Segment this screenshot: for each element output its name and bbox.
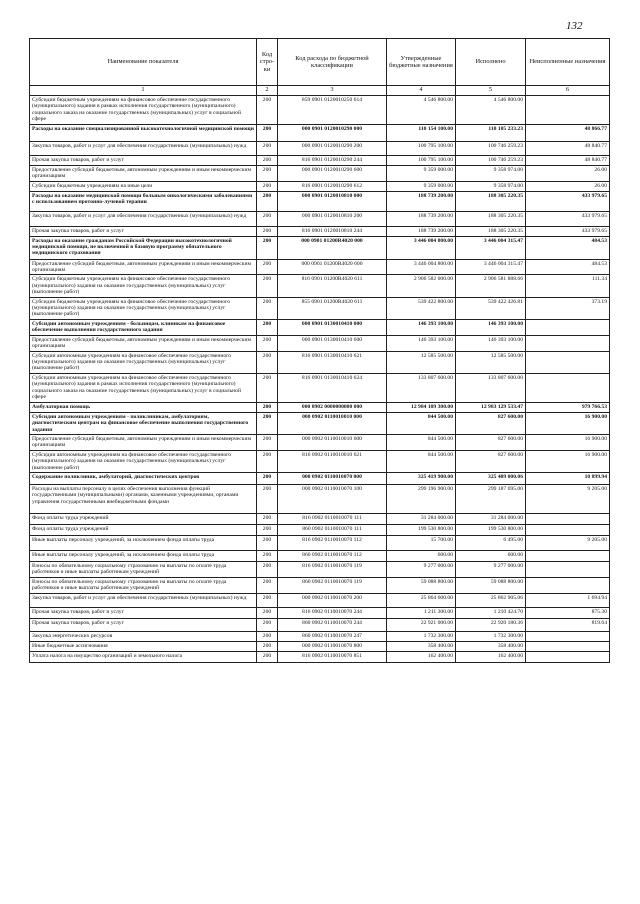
row-name-cell: Субсидии бюджетным учреждениям на финансовое обеспечение государственного (муниципального) задания в рамках исполнения государственного (муниципального) социального заказа на оказание государственных (муниципальных) услуг в социальной сфере xyxy=(30,96,257,125)
row-executed-amount-cell: 188 305 220.35 xyxy=(456,191,526,211)
row-budget-code-cell: 816 0902 0110010070 851 xyxy=(278,651,387,662)
column-number: 3 xyxy=(278,86,387,96)
row-name-cell: Предоставление субсидий бюджетным, автономным учреждениям и иным некоммерческим организациям xyxy=(30,335,257,351)
row-unexecuted-amount-cell xyxy=(526,651,610,662)
row-executed-amount-cell: 299 187 695.00 xyxy=(456,484,526,513)
row-executed-amount-cell: 6 495.00 xyxy=(456,535,526,550)
row-executed-amount-cell: 1 210 424.70 xyxy=(456,607,526,618)
row-approved-amount-cell: 12 984 109 300.00 xyxy=(387,402,456,412)
row-unexecuted-amount-cell: 48 866.77 xyxy=(526,124,610,141)
row-approved-amount-cell: 146 393 100.00 xyxy=(387,319,456,335)
row-unexecuted-amount-cell: 373.19 xyxy=(526,297,610,319)
row-executed-amount-cell: 162 400.00 xyxy=(456,651,526,662)
table-row xyxy=(30,607,610,618)
table-row xyxy=(30,191,610,211)
table-row xyxy=(30,373,610,402)
row-executed-amount-cell: 4 546 800.00 xyxy=(456,96,526,125)
row-budget-code-cell: 000 0901 01200R4020 000 xyxy=(278,236,387,259)
row-unexecuted-amount-cell xyxy=(526,631,610,641)
row-line-code-cell: 200 xyxy=(257,96,278,125)
row-name-cell: Фонд оплаты труда учреждений xyxy=(30,513,257,524)
row-executed-amount-cell: 1 732 300.00 xyxy=(456,631,526,641)
row-approved-amount-cell: 100 795 100.00 xyxy=(387,155,456,165)
row-line-code-cell: 200 xyxy=(257,561,278,577)
row-unexecuted-amount-cell: 16 900.00 xyxy=(526,434,610,450)
row-unexecuted-amount-cell xyxy=(526,641,610,651)
table-row xyxy=(30,402,610,412)
column-header-name: Наименование показателя xyxy=(30,39,257,86)
row-executed-amount-cell: 827 600.00 xyxy=(456,434,526,450)
row-executed-amount-cell: 325 409 000.06 xyxy=(456,472,526,484)
row-approved-amount-cell: 1 211 300.00 xyxy=(387,607,456,618)
row-line-code-cell: 200 xyxy=(257,641,278,651)
row-name-cell: Закупка товаров, работ и услуг для обеспечения государственных (муниципальных) нужд xyxy=(30,211,257,226)
table-row xyxy=(30,236,610,259)
row-line-code-cell: 200 xyxy=(257,618,278,631)
row-line-code-cell: 200 xyxy=(257,484,278,513)
row-name-cell: Закупка энергетических ресурсов xyxy=(30,631,257,641)
row-approved-amount-cell: 2 906 582 000.00 xyxy=(387,275,456,297)
table-row xyxy=(30,141,610,155)
row-line-code-cell: 200 xyxy=(257,412,278,434)
row-name-cell: Субсидии автономным учреждениям на финансовое обеспечение государственного (муниципального) задания в рамках исполнения государственного (муниципального) социального заказа на оказание государственных (муниципальных) услуг в социальной сфере xyxy=(30,373,257,402)
row-name-cell: Предоставление субсидий бюджетным, автономным учреждениям и иным некоммерческим организациям xyxy=(30,165,257,181)
row-approved-amount-cell: 146 393 100.00 xyxy=(387,335,456,351)
table-row xyxy=(30,335,610,351)
column-header-code: Код расхода по бюджетной классификации xyxy=(278,39,387,86)
column-number: 2 xyxy=(257,86,278,96)
row-executed-amount-cell: 9 358 974.00 xyxy=(456,181,526,191)
row-unexecuted-amount-cell: 9 205.00 xyxy=(526,484,610,513)
row-name-cell: Иные выплаты персоналу учреждений, за исключением фонда оплаты труда xyxy=(30,535,257,550)
table-row xyxy=(30,412,610,434)
row-unexecuted-amount-cell xyxy=(526,351,610,373)
row-line-code-cell: 200 xyxy=(257,524,278,535)
row-budget-code-cell: 816 0901 01200R4020 611 xyxy=(278,275,387,297)
row-budget-code-cell: 816 0902 0110010070 111 xyxy=(278,513,387,524)
row-line-code-cell: 200 xyxy=(257,141,278,155)
row-name-cell: Субсидии автономным учреждениям на финансовое обеспечение государственного (муниципального) задания на оказание государственных (муниципальных) услуг (выполнение работ) xyxy=(30,351,257,373)
table-row xyxy=(30,484,610,513)
row-unexecuted-amount-cell: 26.00 xyxy=(526,181,610,191)
row-budget-code-cell: 816 0902 0110010070 244 xyxy=(278,607,387,618)
row-approved-amount-cell: 9 359 000.00 xyxy=(387,165,456,181)
row-budget-code-cell: 855 0901 01200R4020 611 xyxy=(278,297,387,319)
row-approved-amount-cell: 1 732 300.00 xyxy=(387,631,456,641)
budget-execution-table xyxy=(29,38,610,663)
table-row xyxy=(30,226,610,236)
row-unexecuted-amount-cell xyxy=(526,561,610,577)
row-name-cell: Взносы по обязательному социальному страхованию на выплаты по оплате труда работников и иные выплаты работникам учреждений xyxy=(30,577,257,593)
row-name-cell: Расходы на оказание специализированной высокотехнологичной медицинской помощи xyxy=(30,124,257,141)
table-row xyxy=(30,524,610,535)
row-line-code-cell: 200 xyxy=(257,631,278,641)
row-unexecuted-amount-cell: 875.30 xyxy=(526,607,610,618)
row-approved-amount-cell: 600.00 xyxy=(387,550,456,561)
row-executed-amount-cell: 3 446 004 315.47 xyxy=(456,236,526,259)
row-unexecuted-amount-cell xyxy=(526,335,610,351)
row-budget-code-cell: 000 0901 01200R4020 600 xyxy=(278,259,387,275)
row-approved-amount-cell: 844 500.00 xyxy=(387,412,456,434)
row-unexecuted-amount-cell xyxy=(526,373,610,402)
row-unexecuted-amount-cell: 26.00 xyxy=(526,165,610,181)
table-row xyxy=(30,181,610,191)
row-line-code-cell: 200 xyxy=(257,275,278,297)
row-approved-amount-cell: 22 921 000.00 xyxy=(387,618,456,631)
row-line-code-cell: 200 xyxy=(257,211,278,226)
row-unexecuted-amount-cell: 979 766.53 xyxy=(526,402,610,412)
row-budget-code-cell: 860 0902 0110010070 112 xyxy=(278,550,387,561)
row-budget-code-cell: 816 0902 0110010010 621 xyxy=(278,450,387,472)
column-header-executed: Исполнено xyxy=(456,39,526,86)
row-unexecuted-amount-cell xyxy=(526,96,610,125)
row-budget-code-cell: 000 0901 0130010410 000 xyxy=(278,319,387,335)
table-row xyxy=(30,319,610,335)
row-budget-code-cell: 000 0902 0110010070 800 xyxy=(278,641,387,651)
row-name-cell: Прочая закупка товаров, работ и услуг xyxy=(30,226,257,236)
row-budget-code-cell: 000 0901 0120010290 200 xyxy=(278,141,387,155)
table-row xyxy=(30,155,610,165)
row-name-cell: Субсидии автономным учреждениям - поликлиникам, амбулаториям, диагностическим центрам на финансовое обеспечение выполнения государственного задания xyxy=(30,412,257,434)
row-executed-amount-cell: 2 906 581 888.66 xyxy=(456,275,526,297)
row-budget-code-cell: 000 0901 0120010810 200 xyxy=(278,211,387,226)
row-budget-code-cell: 816 0902 0110010070 119 xyxy=(278,561,387,577)
row-line-code-cell: 200 xyxy=(257,319,278,335)
row-budget-code-cell: 000 0902 0110010070 200 xyxy=(278,593,387,607)
row-name-cell: Закупка товаров, работ и услуг для обеспечения государственных (муниципальных) нужд xyxy=(30,141,257,155)
table-row xyxy=(30,259,610,275)
row-executed-amount-cell: 539 422 426.81 xyxy=(456,297,526,319)
table-row xyxy=(30,535,610,550)
row-name-cell: Иные бюджетные ассигнования xyxy=(30,641,257,651)
row-line-code-cell: 200 xyxy=(257,351,278,373)
row-executed-amount-cell: 100 746 259.23 xyxy=(456,155,526,165)
row-unexecuted-amount-cell xyxy=(526,513,610,524)
row-approved-amount-cell: 3 446 004 800.00 xyxy=(387,236,456,259)
row-budget-code-cell: 816 0901 0130010410 621 xyxy=(278,351,387,373)
table-row xyxy=(30,165,610,181)
row-budget-code-cell: 000 0902 0110010070 000 xyxy=(278,472,387,484)
table-body xyxy=(30,96,610,663)
row-line-code-cell: 200 xyxy=(257,165,278,181)
row-budget-code-cell: 860 0902 0110010070 247 xyxy=(278,631,387,641)
table-row xyxy=(30,577,610,593)
row-name-cell: Субсидии автономным учреждениям на финансовое обеспечение государственного (муниципального) задания на оказание государственных (муниципальных) услуг (выполнение работ) xyxy=(30,450,257,472)
row-budget-code-cell: 000 0902 0110010010 600 xyxy=(278,434,387,450)
row-name-cell: Субсидии бюджетным учреждениям на финансовое обеспечение государственного (муниципального) задания на оказание государственных (муниципальных) услуг (выполнение работ) xyxy=(30,297,257,319)
row-line-code-cell: 200 xyxy=(257,226,278,236)
row-name-cell: Фонд оплаты труда учреждений xyxy=(30,524,257,535)
table-row xyxy=(30,651,610,662)
row-unexecuted-amount-cell xyxy=(526,319,610,335)
page-number: 132 xyxy=(566,20,583,32)
row-budget-code-cell: 000 0901 0120010290 600 xyxy=(278,165,387,181)
row-name-cell: Субсидии автономным учреждениям - больницам, клиникам на финансовое обеспечение выполнения государственного задания xyxy=(30,319,257,335)
row-line-code-cell: 200 xyxy=(257,259,278,275)
row-approved-amount-cell: 31 284 000.00 xyxy=(387,513,456,524)
row-line-code-cell: 200 xyxy=(257,535,278,550)
row-budget-code-cell: 860 0902 0110010070 111 xyxy=(278,524,387,535)
row-unexecuted-amount-cell: 484.53 xyxy=(526,259,610,275)
table-row xyxy=(30,297,610,319)
table-row xyxy=(30,513,610,524)
row-approved-amount-cell: 199 530 800.00 xyxy=(387,524,456,535)
row-executed-amount-cell: 100 746 259.23 xyxy=(456,141,526,155)
table-row xyxy=(30,618,610,631)
row-name-cell: Расходы на оказание гражданам Российской Федерации высокотехнологичной медицинской помощи, не включенной в базовую программу обязательного медицинского страхования xyxy=(30,236,257,259)
column-header-line: Код стро-ки xyxy=(257,39,278,86)
row-approved-amount-cell: 12 585 500.00 xyxy=(387,351,456,373)
row-line-code-cell: 200 xyxy=(257,450,278,472)
row-executed-amount-cell: 146 393 100.00 xyxy=(456,319,526,335)
row-approved-amount-cell: 9 359 000.00 xyxy=(387,181,456,191)
table-row xyxy=(30,124,610,141)
row-budget-code-cell: 000 0901 0120010290 000 xyxy=(278,124,387,141)
row-unexecuted-amount-cell: 433 979.65 xyxy=(526,226,610,236)
row-budget-code-cell: 000 0901 0120010810 000 xyxy=(278,191,387,211)
row-name-cell: Прочая закупка товаров, работ и услуг xyxy=(30,618,257,631)
row-unexecuted-amount-cell: 48 840.77 xyxy=(526,155,610,165)
table-row xyxy=(30,211,610,226)
row-line-code-cell: 200 xyxy=(257,577,278,593)
row-line-code-cell: 200 xyxy=(257,472,278,484)
row-budget-code-cell: 816 0901 0120010290 244 xyxy=(278,155,387,165)
row-name-cell: Иные выплаты персоналу учреждений, за исключением фонда оплаты труда xyxy=(30,550,257,561)
row-approved-amount-cell: 15 700.00 xyxy=(387,535,456,550)
row-approved-amount-cell: 25 864 600.00 xyxy=(387,593,456,607)
table-row xyxy=(30,641,610,651)
row-unexecuted-amount-cell xyxy=(526,577,610,593)
row-executed-amount-cell: 146 393 100.00 xyxy=(456,335,526,351)
row-line-code-cell: 200 xyxy=(257,191,278,211)
row-executed-amount-cell: 25 862 905.06 xyxy=(456,593,526,607)
row-budget-code-cell: 000 0902 0110010070 100 xyxy=(278,484,387,513)
table-row xyxy=(30,593,610,607)
table-header-row xyxy=(30,39,610,86)
row-budget-code-cell: 816 0901 0130010410 624 xyxy=(278,373,387,402)
row-approved-amount-cell: 844 500.00 xyxy=(387,434,456,450)
row-unexecuted-amount-cell: 819.64 xyxy=(526,618,610,631)
row-name-cell: Субсидии бюджетным учреждениям на иные цели xyxy=(30,181,257,191)
row-approved-amount-cell: 188 739 200.00 xyxy=(387,211,456,226)
row-budget-code-cell: 000 0901 0130010410 600 xyxy=(278,335,387,351)
row-name-cell: Закупка товаров, работ и услуг для обеспечения государственных (муниципальных) нужд xyxy=(30,593,257,607)
table-row xyxy=(30,550,610,561)
row-approved-amount-cell: 325 419 900.00 xyxy=(387,472,456,484)
row-approved-amount-cell: 133 807 600.00 xyxy=(387,373,456,402)
row-approved-amount-cell: 100 795 100.00 xyxy=(387,141,456,155)
row-unexecuted-amount-cell: 484.53 xyxy=(526,236,610,259)
row-line-code-cell: 200 xyxy=(257,550,278,561)
row-unexecuted-amount-cell xyxy=(526,550,610,561)
row-unexecuted-amount-cell: 111.34 xyxy=(526,275,610,297)
row-executed-amount-cell: 9 358 974.00 xyxy=(456,165,526,181)
row-executed-amount-cell: 827 600.00 xyxy=(456,412,526,434)
column-number: 4 xyxy=(387,86,456,96)
row-budget-code-cell: 816 0901 0120010810 244 xyxy=(278,226,387,236)
row-name-cell: Взносы по обязательному социальному страхованию на выплаты по оплате труда работников и иные выплаты работникам учреждений xyxy=(30,561,257,577)
row-approved-amount-cell: 9 277 000.00 xyxy=(387,561,456,577)
row-budget-code-cell: 860 0902 0110010070 244 xyxy=(278,618,387,631)
row-line-code-cell: 200 xyxy=(257,402,278,412)
row-name-cell: Прочая закупка товаров, работ и услуг xyxy=(30,155,257,165)
row-executed-amount-cell: 358 400.00 xyxy=(456,641,526,651)
row-approved-amount-cell: 539 422 800.00 xyxy=(387,297,456,319)
row-approved-amount-cell: 299 196 900.00 xyxy=(387,484,456,513)
column-number: 1 xyxy=(30,86,257,96)
row-approved-amount-cell: 844 500.00 xyxy=(387,450,456,472)
row-executed-amount-cell: 600.00 xyxy=(456,550,526,561)
row-executed-amount-cell: 110 105 233.23 xyxy=(456,124,526,141)
row-approved-amount-cell: 4 546 800.00 xyxy=(387,96,456,125)
row-unexecuted-amount-cell: 1 694.94 xyxy=(526,593,610,607)
row-line-code-cell: 200 xyxy=(257,297,278,319)
row-name-cell: Предоставление субсидий бюджетным, автономным учреждениям и иным некоммерческим организациям xyxy=(30,434,257,450)
row-line-code-cell: 200 xyxy=(257,434,278,450)
row-executed-amount-cell: 22 920 180.36 xyxy=(456,618,526,631)
row-line-code-cell: 200 xyxy=(257,373,278,402)
row-executed-amount-cell: 133 807 600.00 xyxy=(456,373,526,402)
row-executed-amount-cell: 188 305 220.35 xyxy=(456,211,526,226)
row-unexecuted-amount-cell: 10 899.94 xyxy=(526,472,610,484)
table-row xyxy=(30,472,610,484)
row-unexecuted-amount-cell: 16 900.00 xyxy=(526,412,610,434)
row-name-cell: Уплата налога на имущество организаций и земельного налога xyxy=(30,651,257,662)
row-unexecuted-amount-cell: 433 979.65 xyxy=(526,211,610,226)
row-name-cell: Субсидии бюджетным учреждениям на финансовое обеспечение государственного (муниципального) задания на оказание государственных (муниципальных) услуг (выполнение работ) xyxy=(30,275,257,297)
row-executed-amount-cell: 12 983 129 533.47 xyxy=(456,402,526,412)
row-approved-amount-cell: 59 088 800.00 xyxy=(387,577,456,593)
row-line-code-cell: 200 xyxy=(257,124,278,141)
row-line-code-cell: 200 xyxy=(257,513,278,524)
column-number-row xyxy=(30,86,610,96)
row-line-code-cell: 200 xyxy=(257,236,278,259)
row-approved-amount-cell: 358 400.00 xyxy=(387,641,456,651)
row-budget-code-cell: 000 0902 0110010010 000 xyxy=(278,412,387,434)
column-header-unexecuted: Неисполненные назначения xyxy=(526,39,610,86)
row-approved-amount-cell: 188 739 200.00 xyxy=(387,226,456,236)
row-name-cell: Расходы на выплаты персоналу в целях обеспечения выполнения функций государственными (муниципальными) органами, казенными учреждениями, органами управления государственными внебюджетными фондами xyxy=(30,484,257,513)
row-line-code-cell: 200 xyxy=(257,651,278,662)
row-line-code-cell: 200 xyxy=(257,155,278,165)
row-unexecuted-amount-cell: 433 979.65 xyxy=(526,191,610,211)
row-budget-code-cell: 816 0902 0110010070 112 xyxy=(278,535,387,550)
table-row xyxy=(30,450,610,472)
column-header-approved: Утвержденные бюджетные назначения xyxy=(387,39,456,86)
column-number: 6 xyxy=(526,86,610,96)
row-approved-amount-cell: 3 446 004 800.00 xyxy=(387,259,456,275)
row-unexecuted-amount-cell: 48 840.77 xyxy=(526,141,610,155)
row-approved-amount-cell: 162 400.00 xyxy=(387,651,456,662)
row-executed-amount-cell: 199 530 800.00 xyxy=(456,524,526,535)
column-number: 5 xyxy=(456,86,526,96)
table-row xyxy=(30,561,610,577)
row-line-code-cell: 200 xyxy=(257,181,278,191)
row-executed-amount-cell: 827 600.00 xyxy=(456,450,526,472)
row-name-cell: Содержание поликлиник, амбулаторий, диагностических центров xyxy=(30,472,257,484)
row-line-code-cell: 200 xyxy=(257,607,278,618)
row-unexecuted-amount-cell xyxy=(526,524,610,535)
row-executed-amount-cell: 188 305 220.35 xyxy=(456,226,526,236)
table-row xyxy=(30,96,610,125)
row-executed-amount-cell: 3 446 004 315.47 xyxy=(456,259,526,275)
row-approved-amount-cell: 110 154 100.00 xyxy=(387,124,456,141)
row-budget-code-cell: 000 0902 0000000000 000 xyxy=(278,402,387,412)
row-line-code-cell: 200 xyxy=(257,593,278,607)
row-unexecuted-amount-cell: 9 205.00 xyxy=(526,535,610,550)
table-row xyxy=(30,275,610,297)
row-name-cell: Прочая закупка товаров, работ и услуг xyxy=(30,607,257,618)
table-row xyxy=(30,631,610,641)
row-executed-amount-cell: 31 284 000.00 xyxy=(456,513,526,524)
row-budget-code-cell: 859 0901 0120010250 614 xyxy=(278,96,387,125)
table-row xyxy=(30,434,610,450)
table-row xyxy=(30,351,610,373)
row-name-cell: Расходы на оказание медицинской помощи больным онкологическими заболеваниями с использованием протонно-лучевой терапии xyxy=(30,191,257,211)
row-executed-amount-cell: 9 277 000.00 xyxy=(456,561,526,577)
row-executed-amount-cell: 12 585 500.00 xyxy=(456,351,526,373)
row-line-code-cell: 200 xyxy=(257,335,278,351)
row-budget-code-cell: 816 0901 0120010290 612 xyxy=(278,181,387,191)
row-budget-code-cell: 860 0902 0110010070 119 xyxy=(278,577,387,593)
row-unexecuted-amount-cell: 16 900.00 xyxy=(526,450,610,472)
row-name-cell: Предоставление субсидий бюджетным, автономным учреждениям и иным некоммерческим организациям xyxy=(30,259,257,275)
row-approved-amount-cell: 188 739 200.00 xyxy=(387,191,456,211)
row-executed-amount-cell: 59 088 800.00 xyxy=(456,577,526,593)
row-name-cell: Амбулаторная помощь xyxy=(30,402,257,412)
